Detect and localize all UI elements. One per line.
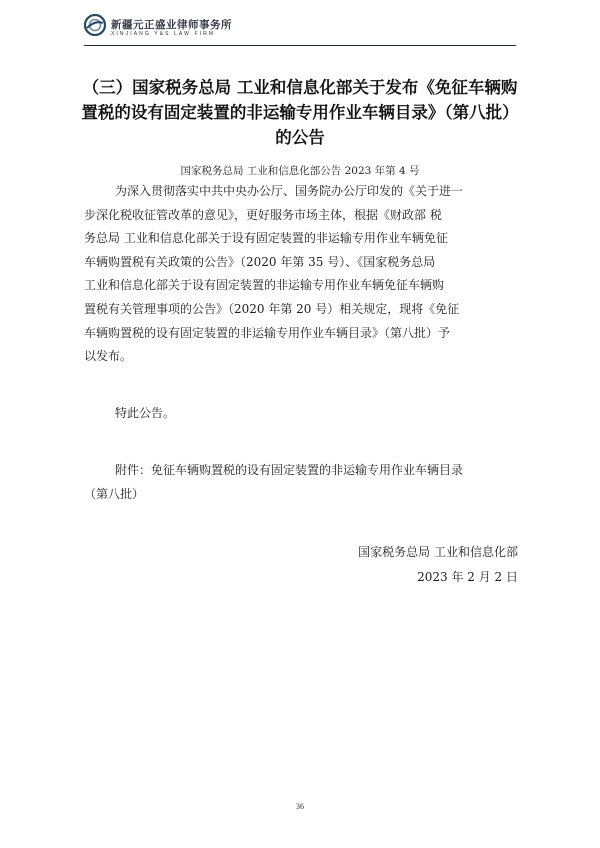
firm-name-english: XINJIANG Y&S LAW FIRM xyxy=(111,31,216,37)
title-line: （三）国家税务总局 工业和信息化部关于发布《免征车辆购 xyxy=(82,78,518,97)
signature-block xyxy=(358,540,518,590)
paragraph-line: 步深化税收征管改革的意见》，更好服务市场主体，根据《财政部 税 xyxy=(84,207,442,222)
paragraph-line: 车辆购置税的设有固定装置的非运输专用作业车辆目录》（第八批）予 xyxy=(84,325,451,340)
issue-date: 2023 年 2 月 2 日 xyxy=(417,570,518,584)
paragraph-line: 置税有关管理事项的公告》（2020 年第 20 号）相关规定，现将《免征 xyxy=(84,301,460,316)
document-title xyxy=(68,75,532,150)
document-number: 国家税务总局 工业和信息化部公告 2023 年第 4 号 xyxy=(180,165,420,177)
paragraph-line: 为深入贯彻落实中共中央办公厅、国务院办公厅印发的《关于进一 xyxy=(115,184,464,198)
closing-statement xyxy=(84,402,518,426)
paragraph-line: 工业和信息化部关于设有固定装置的非运输专用作业车辆免征车辆购 xyxy=(84,278,445,293)
attachment-note xyxy=(84,459,518,506)
paragraph-line: 特此公告。 xyxy=(115,406,176,420)
firm-name: 新疆元正盛业律师事务所 xyxy=(111,19,232,31)
firm-logo-icon xyxy=(84,14,106,36)
paragraph-line: 车辆购置税有关政策的公告》（2020 年第 35 号）、《国家税务总局 xyxy=(84,254,436,269)
paragraph-line: 以发布。 xyxy=(84,349,133,364)
paragraph-line: 附件：免征车辆购置税的设有固定装置的非运输专用作业车辆目录 xyxy=(115,463,464,477)
page-header xyxy=(84,12,516,48)
issuer-name: 国家税务总局 工业和信息化部 xyxy=(358,545,518,559)
header-divider xyxy=(84,45,516,46)
page-number: 36 xyxy=(296,802,304,811)
body-paragraph xyxy=(84,180,518,369)
title-line: 置税的设有固定装置的非运输专用作业车辆目录》（第八批） xyxy=(81,103,519,122)
title-line: 的公告 xyxy=(275,128,325,147)
paragraph-line: 务总局 工业和信息化部关于设有固定装置的非运输专用作业车辆免征 xyxy=(84,231,448,246)
paragraph-line: （第八批） xyxy=(84,486,145,501)
